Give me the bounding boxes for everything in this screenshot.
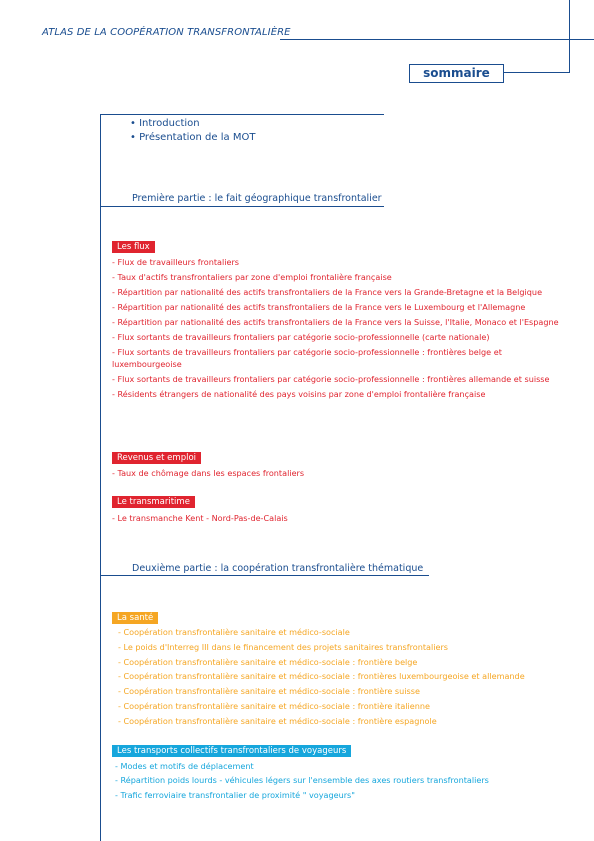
list-item[interactable]: - Répartition par nationalité des actifs transfrontaliers de la France vers la Suisse, l'Italie, Monaco et l'Espagne (112, 317, 559, 327)
part2-title: Deuxième partie : la coopération transfrontalière thématique (132, 563, 424, 574)
section-badge-revenus: Revenus et emploi (112, 452, 201, 464)
list-item[interactable]: - Trafic ferroviaire transfrontalier de proximité " voyageurs" (115, 789, 355, 800)
section-badge-transports: Les transports collectifs transfrontaliers de voyageurs (112, 745, 351, 757)
list-transports (115, 760, 563, 803)
section-badge-sante: La santé (112, 612, 158, 624)
part1-rule (100, 206, 384, 207)
list-item[interactable]: - Le poids d'Interreg III dans le financement des projets sanitaires transfrontaliers (118, 641, 449, 652)
section-badge-transmaritime: Le transmaritime (112, 496, 195, 508)
intro-item-mot[interactable]: • Présentation de la MOT (130, 132, 256, 143)
list-item[interactable]: - Flux de travailleurs frontaliers (112, 257, 239, 267)
list-item[interactable]: - Coopération transfrontalière sanitaire et médico-sociale : frontière suisse (118, 686, 420, 697)
list-transmaritime (112, 512, 560, 527)
list-item[interactable]: - Flux sortants de travailleurs frontaliers par catégorie socio-professionnelle : frontières belge et luxembourgeoise (112, 347, 502, 369)
list-item[interactable]: - Coopération transfrontalière sanitaire et médico-sociale : frontière belge (118, 656, 418, 667)
list-item[interactable]: - Coopération transfrontalière sanitaire et médico-sociale : frontière italienne (118, 700, 431, 711)
list-revenus (112, 467, 560, 482)
list-item[interactable]: - Le transmanche Kent - Nord-Pas-de-Calais (112, 513, 288, 523)
list-item[interactable]: - Répartition par nationalité des actifs transfrontaliers de la France vers le Luxembourg et l'Allemagne (112, 302, 526, 312)
header-divider (280, 39, 594, 40)
intro-item-introduction[interactable]: • Introduction (130, 118, 200, 129)
list-item[interactable]: - Répartition par nationalité des actifs transfrontaliers de la France vers la Grande-Bretagne et la Belgique (112, 287, 543, 297)
right-vertical-rule (569, 0, 570, 73)
list-item[interactable]: - Flux sortants de travailleurs frontaliers par catégorie socio-professionnelle : frontières allemande et suisse (112, 374, 550, 384)
list-flux (112, 256, 560, 403)
list-item[interactable]: - Résidents étrangers de nationalité des pays voisins par zone d'emploi frontalière française (112, 389, 486, 399)
list-item[interactable]: - Coopération transfrontalière sanitaire et médico-sociale (118, 627, 350, 637)
list-item[interactable]: - Coopération transfrontalière sanitaire et médico-sociale : frontières luxembourgeoise et allemande (118, 671, 525, 682)
sommaire-heading: sommaire (409, 64, 504, 83)
part2-rule (100, 575, 429, 576)
list-item[interactable]: - Flux sortants de travailleurs frontaliers par catégorie socio-professionnelle (carte nationale) (112, 332, 490, 342)
section-badge-flux: Les flux (112, 241, 155, 253)
atlas-title: ATLAS DE LA COOPÉRATION TRANSFRONTALIÈRE (42, 27, 291, 38)
list-sante (118, 626, 566, 730)
list-item[interactable]: - Répartition poids lourds - véhicules légers sur l'ensemble des axes routiers transfrontaliers (115, 775, 489, 786)
sommaire-connector (504, 72, 570, 73)
left-vertical-rule (100, 114, 101, 841)
list-item[interactable]: - Taux d'actifs transfrontaliers par zone d'emploi frontalière française (112, 272, 392, 282)
list-item[interactable]: - Taux de chômage dans les espaces frontaliers (112, 468, 305, 478)
list-item[interactable]: - Coopération transfrontalière sanitaire et médico-sociale : frontière espagnole (118, 715, 437, 726)
part1-title: Première partie : le fait géographique transfrontalier (132, 193, 382, 204)
list-item[interactable]: - Modes et motifs de déplacement (115, 761, 254, 771)
intro-top-rule (100, 114, 384, 115)
